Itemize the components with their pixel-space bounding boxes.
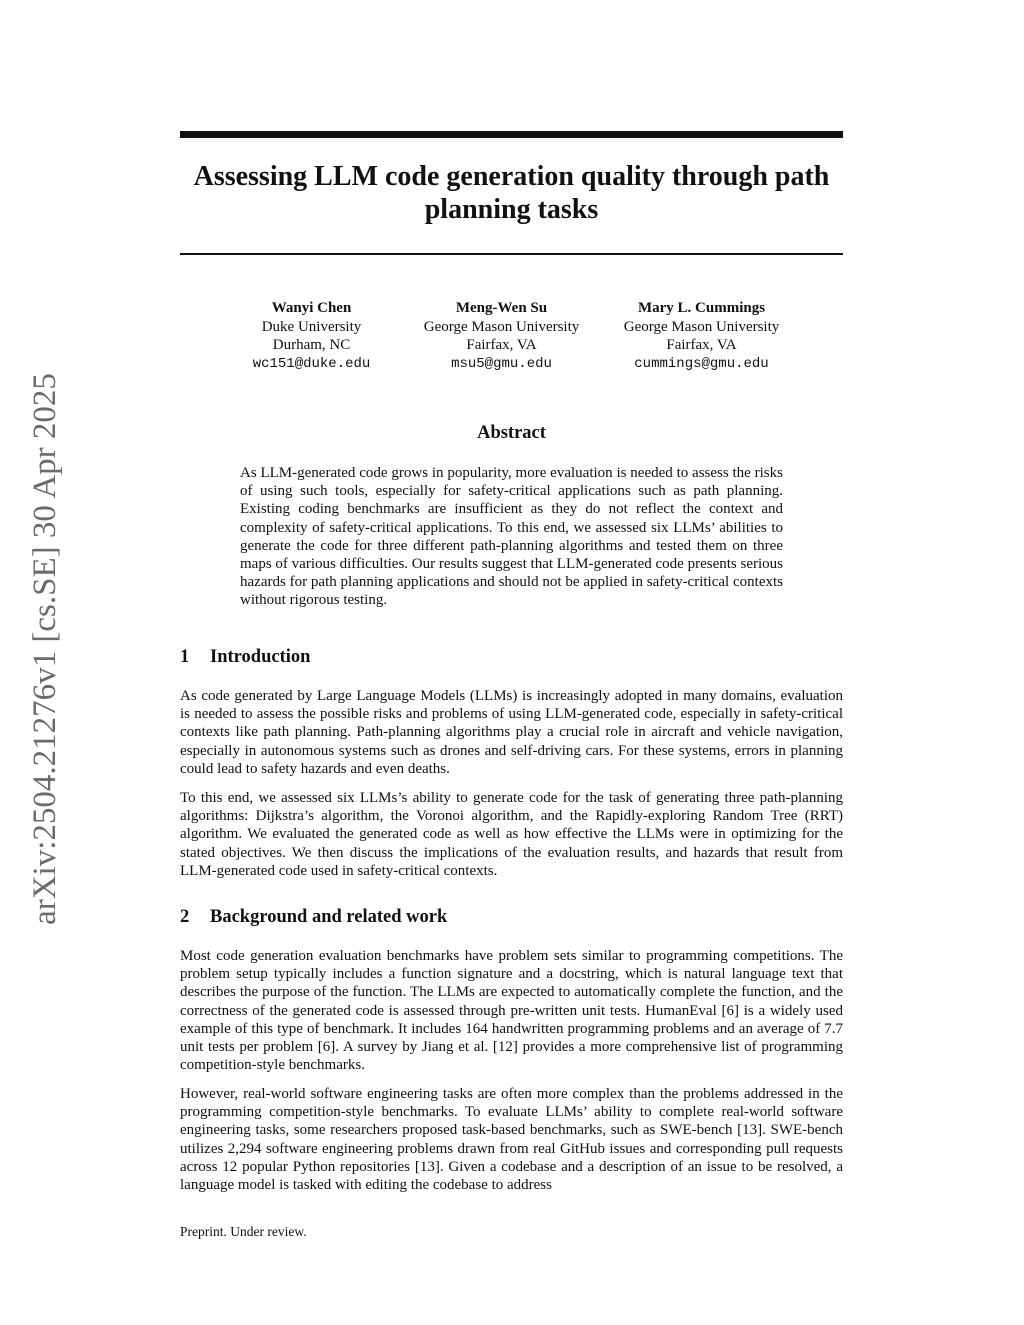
author-affiliation: George Mason University [623, 318, 780, 335]
author-affiliation: Duke University [261, 318, 362, 335]
arxiv-identifier: arXiv:2504.21276v1 [cs.SE] 30 Apr 2025 [27, 373, 63, 925]
section-heading-introduction [180, 645, 843, 669]
title-bottom-rule [180, 253, 843, 255]
paragraph: To this end, we assessed six LLMs’s ability to generate code for the task of generating three path-planning algorithms: Dijkstra’s algorithm, the Voronoi algorithm, and the Rapidly-exploring Random Tree (RRT) algorithm. We evaluated the generated code as well as how effective the LLMs were in optimizing for the stated objectives. We then discuss the implications of the evaluation results, and hazards that result from LLM-generated code used in safety-critical contexts. [180, 790, 843, 879]
author-location: Durham, NC [272, 337, 351, 353]
section-number: 1 [180, 647, 190, 667]
section-heading-background [180, 905, 843, 929]
author-name: Wanyi Chen [271, 300, 352, 316]
section-title: Background and related work [210, 907, 448, 927]
author-name: Mary L. Cummings [637, 300, 766, 316]
abstract-heading: Abstract [477, 423, 546, 443]
author-email: msu5@gmu.edu [451, 355, 552, 372]
author [612, 299, 792, 373]
author [232, 299, 392, 373]
section-number: 2 [180, 907, 190, 927]
abstract-text: As LLM-generated code grows in popularity, more evaluation is needed to assess the risks of using such tools, especially for safety-critical applications such as path planning. Existing coding benchmarks are insufficient as they do not reflect the context and complexity of safety-critical applications. To this end, we assessed six LLMs’ abilities to generate the code for three different path-planning algorithms and tested them on three maps of various difficulties. Our results suggest that LLM-generated code presents serious hazards for path planning applications and should not be applied in safety-critical contexts without rigorous testing. [240, 465, 783, 609]
paragraph: Most code generation evaluation benchmarks have problem sets similar to programming competitions. The problem setup typically includes a function signature and a docstring, which is natural language text that describes the purpose of the function. The LLMs are expected to automatically complete the function, and the correctness of the generated code is assessed through pre-written unit tests. HumanEval [6] is a widely used example of this type of benchmark. It includes 164 handwritten programming problems and an average of 7.7 unit tests per problem [6]. A survey by Jiang et al. [12] provides a more comprehensive list of programming competition-style benchmarks. [180, 948, 843, 1074]
paragraph: As code generated by Large Language Models (LLMs) is increasingly adopted in many domains, evaluation is needed to assess the possible risks and problems of using LLM-generated code, especially in safety-critical contexts like path planning. Path-planning algorithms play a crucial role in aircraft and vehicle navigation, especially in autonomous systems such as drones and self-driving cars. For these systems, errors in planning could lead to safety hazards and even deaths. [180, 688, 843, 777]
paper-title: Assessing LLM code generation quality through path planning tasks [193, 161, 830, 225]
author-location: Fairfax, VA [666, 337, 737, 353]
author-block [180, 299, 843, 373]
footer-note: Preprint. Under review. [180, 1224, 307, 1239]
author-affiliation: George Mason University [423, 318, 580, 335]
title-top-rule [180, 131, 843, 138]
paragraph: However, real-world software engineering tasks are often more complex than the problems addressed in the programming competition-style benchmarks. To evaluate LLMs’ ability to complete real-world software engineering tasks, some researchers proposed task-based benchmarks, such as SWE-bench [13]. SWE-bench utilizes 2,294 software engineering problems drawn from real GitHub issues and corresponding pull requests across 12 popular Python repositories [13]. Given a codebase and a description of an issue to be resolved, a language model is tasked with editing the codebase to address [180, 1086, 843, 1194]
author-location: Fairfax, VA [466, 337, 537, 353]
author-name: Meng-Wen Su [455, 300, 548, 316]
section-title: Introduction [210, 647, 311, 667]
author [412, 299, 592, 373]
author-email: wc151@duke.edu [252, 355, 371, 372]
author-email: cummings@gmu.edu [634, 355, 769, 372]
